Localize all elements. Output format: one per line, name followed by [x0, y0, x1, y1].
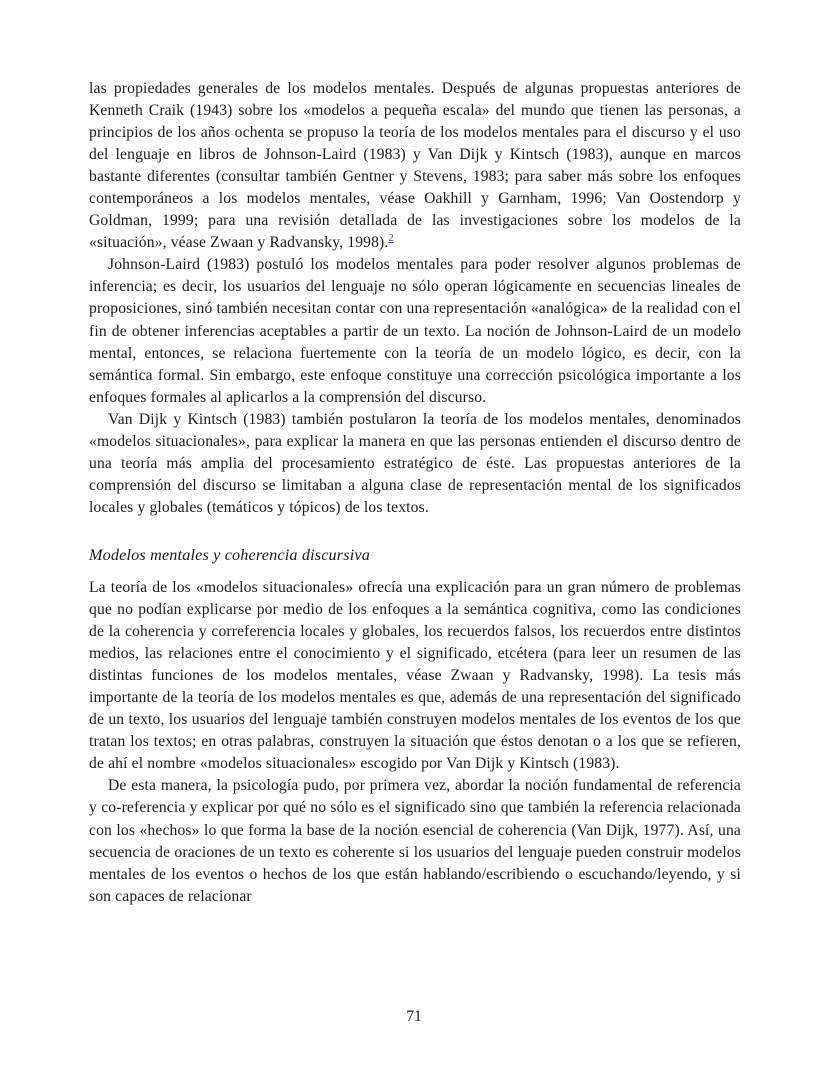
- paragraph-1-text: las propiedades generales de los modelos mentales. Después de algunas propuestas anteriores de Kenneth Craik (1943) sobre los «modelos a pequeña escala» del mundo que tienen las personas, a principios de los años ochenta se propuso la teoría de los modelos mentales para el discurso y el uso del lenguaje en libros de Johnson-Laird (1983) y Van Dijk y Kintsch (1983), aunque en marcos bastante diferentes (consultar también Gentner y Stevens, 1983; para saber más sobre los enfoques contemporáneos a los modelos mentales, véase Oakhill y Garnham, 1996; Van Oostendorp y Goldman, 1999; para una revisión detallada de las investigaciones sobre los modelos de la «situación», véase Zwaan y Radvansky, 1998).: [89, 80, 741, 252]
- paragraph-van-dijk-kintsch: Van Dijk y Kintsch (1983) también postularon la teoría de los modelos mentales, denominados «modelos situacionales», para explicar la manera en que las personas entienden el discurso dentro de una teoría más amplia del procesamiento estratégico de éste. Las propuestas anteriores de la comprensión del discurso se limitaban a alguna clase de representación mental de los significados locales y globales (temáticos y tópicos) de los textos.: [89, 410, 741, 516]
- paragraph-de-esta-manera: De esta manera, la psicología pudo, por primera vez, abordar la noción fundamental de referencia y co-referencia y explicar por qué no sólo es el significado sino que también la referencia relacionada con los «hechos» lo que forma la base de la noción esencial de coherencia (Van Dijk, 1977). Así, una secuencia de oraciones de un texto es coherente si los usuarios del lenguaje pueden construir modelos mentales de los eventos o hechos de los que están hablando/escribiendo o escuchando/leyendo, y si son capaces de relacionar: [89, 777, 741, 905]
- paragraph-continued: [89, 78, 741, 254]
- page-number: 71: [406, 1008, 422, 1025]
- heading-spacer-above: [89, 519, 741, 544]
- paragraph-teoria-modelos-situacionales: La teoría de los «modelos situacionales» ofrecía una explicación para un gran número de problemas que no podían explicarse por medio de los enfoques a la semántica cognitiva, como las condiciones de la coherencia y correferencia locales y globales, los recuerdos falsos, los recuerdos entre distintos medios, las relaciones entre el conocimiento y el significado, etcétera (para leer un resumen de las distintas funciones de los modelos mentales, véase Zwaan y Radvansky, 1998). La tesis más importante de la teoría de los modelos mentales es que, además de una representación del significado de un texto, los usuarios del lenguaje también construyen modelos mentales de los eventos de los que tratan los textos; en otras palabras, construyen la situación que éstos denotan o a los que se refieren, de ahí el nombre «modelos situacionales» escogido por Van Dijk y Kintsch (1983).: [89, 578, 741, 773]
- heading-spacer-below: [89, 566, 741, 577]
- section-heading-modelos-mentales: Modelos mentales y coherencia discursiva: [89, 545, 370, 564]
- paragraph-johnson-laird: Johnson-Laird (1983) postuló los modelos mentales para poder resolver algunos problemas de inferencia; es decir, los usuarios del lenguaje no sólo operan lógicamente en secuencias lineales de proposiciones, sinó también necesitan contar con una representación «analógica» de la realidad con el fin de obtener inferencias aceptables a partir de un texto. La noción de Johnson-Laird de un modelo mental, entonces, se relaciona fuertemente con la teoría de un modelo lógico, es decir, con la semántica formal. Sin embargo, este enfoque constituye una corrección psicológica importante a los enfoques formales al aplicarlos a la comprensión del discurso.: [89, 256, 741, 406]
- text-column: [89, 78, 741, 908]
- footnote-reference-link[interactable]: 2: [388, 233, 394, 245]
